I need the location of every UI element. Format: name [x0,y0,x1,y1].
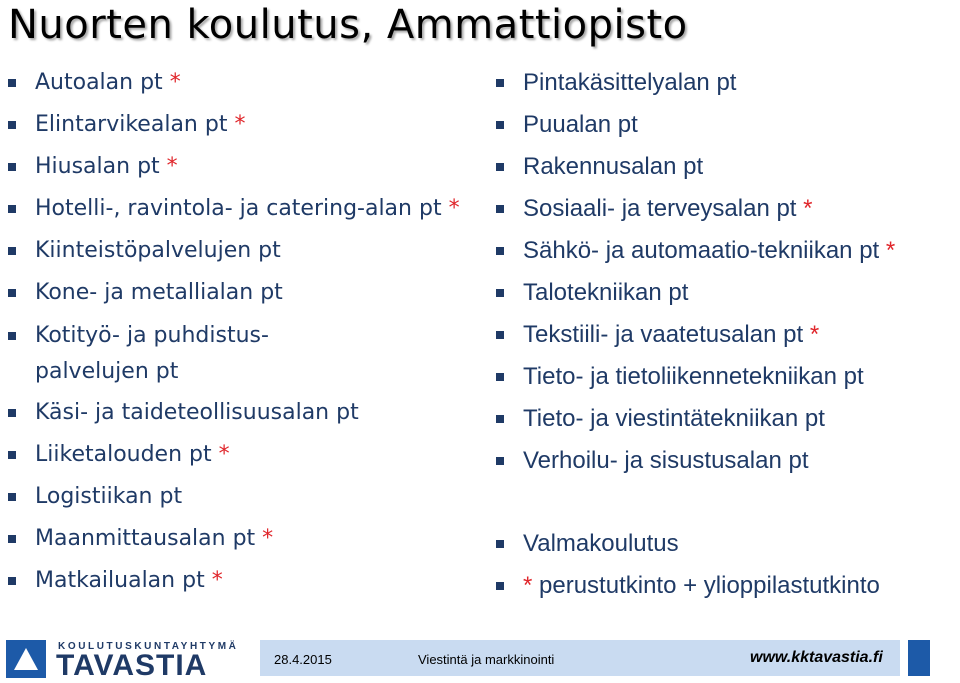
asterisk-mark: * [234,112,246,137]
item-text-line2: palvelujen pt [35,359,179,384]
item-text: Verhoilu- ja sisustusalan pt [523,447,809,474]
asterisk-mark: * [211,568,223,593]
list-item [496,272,960,314]
asterisk-mark: * [169,70,181,95]
list-item [8,188,488,230]
square-bullet-icon [8,205,16,213]
square-bullet-icon [496,582,504,590]
square-bullet-icon [8,535,16,543]
item-text: Hotelli-, ravintola- ja catering-alan pt [35,196,442,221]
list-spacer [496,482,960,523]
list-item [496,565,960,607]
item-text: Kotityö- ja puhdistus- [35,323,269,348]
square-bullet-icon [496,289,504,297]
list-item [496,440,960,482]
square-bullet-icon [496,373,504,381]
square-bullet-icon [8,332,16,340]
item-text: Sosiaali- ja terveysalan pt [523,195,797,222]
asterisk-mark: * [809,321,820,348]
item-text: Talotekniikan pt [523,279,689,306]
list-item [8,560,488,602]
tavastia-logo-icon [6,640,46,678]
page-title: Nuorten koulutus, Ammattiopisto [8,2,688,48]
list-item [8,62,488,104]
list-item [496,146,960,188]
square-bullet-icon [8,577,16,585]
list-item [8,230,488,272]
item-text: Logistiikan pt [35,484,183,509]
item-text: Käsi- ja taideteollisuusalan pt [35,400,359,425]
square-bullet-icon [496,121,504,129]
list-item [496,398,960,440]
item-text: Matkailualan pt [35,568,205,593]
list-item [496,104,960,146]
square-bullet-icon [496,79,504,87]
asterisk-mark: * [262,526,274,551]
square-bullet-icon [496,163,504,171]
item-text: Kiinteistöpalvelujen pt [35,238,281,263]
item-text: Hiusalan pt [35,154,160,179]
footer-department: Viestintä ja markkinointi [418,652,555,667]
asterisk-mark: * [885,237,896,264]
item-text: Autoalan pt [35,70,163,95]
asterisk-mark: * [218,442,230,467]
asterisk-mark: * [448,196,460,221]
item-text: Liiketalouden pt [35,442,212,467]
square-bullet-icon [8,121,16,129]
item-text: Pintakäsittelyalan pt [523,69,737,96]
footer-website: www.kktavastia.fi [750,649,883,666]
list-item [496,188,960,230]
list-item [8,146,488,188]
square-bullet-icon [8,409,16,417]
footer [0,635,960,683]
item-text: Maanmittausalan pt [35,526,256,551]
item-text: Rakennusalan pt [523,153,704,180]
logo-subtitle: KOULUTUSKUNTAYHTYMÄ [58,641,239,652]
item-text: Sähkö- ja automaatio-tekniikan pt [523,237,880,264]
list-item [8,392,488,434]
list-item [496,62,960,104]
footer-accent-square [908,640,930,676]
item-text: perustutkinto + ylioppilastutkinto [539,572,880,599]
square-bullet-icon [496,247,504,255]
item-text: Tieto- ja viestintätekniikan pt [523,405,825,432]
list-item [496,230,960,272]
square-bullet-icon [496,205,504,213]
item-text: Tieto- ja tietoliikennetekniikan pt [523,363,864,390]
square-bullet-icon [496,415,504,423]
asterisk-mark: * [803,195,813,222]
square-bullet-icon [496,457,504,465]
square-bullet-icon [8,163,16,171]
item-text: Valmakoulutus [523,530,679,557]
square-bullet-icon [8,79,16,87]
list-item [8,314,488,392]
item-text: Tekstiili- ja vaatetusalan pt [523,321,804,348]
asterisk-mark: * [166,154,178,179]
square-bullet-icon [496,540,504,548]
footer-date: 28.4.2015 [274,652,332,667]
left-list [8,62,488,602]
list-item [8,104,488,146]
logo-name: TAVASTIA [56,649,208,682]
square-bullet-icon [8,451,16,459]
item-text: Puualan pt [523,111,638,138]
right-list [496,62,960,607]
asterisk-mark: * [523,572,533,599]
list-item [496,356,960,398]
list-item [8,434,488,476]
square-bullet-icon [8,289,16,297]
square-bullet-icon [496,331,504,339]
list-item [496,314,960,356]
square-bullet-icon [8,247,16,255]
square-bullet-icon [8,493,16,501]
item-text: Elintarvikealan pt [35,112,228,137]
list-item [8,476,488,518]
item-text: Kone- ja metallialan pt [35,280,283,305]
list-item [8,518,488,560]
list-item [8,272,488,314]
list-item [496,523,960,565]
